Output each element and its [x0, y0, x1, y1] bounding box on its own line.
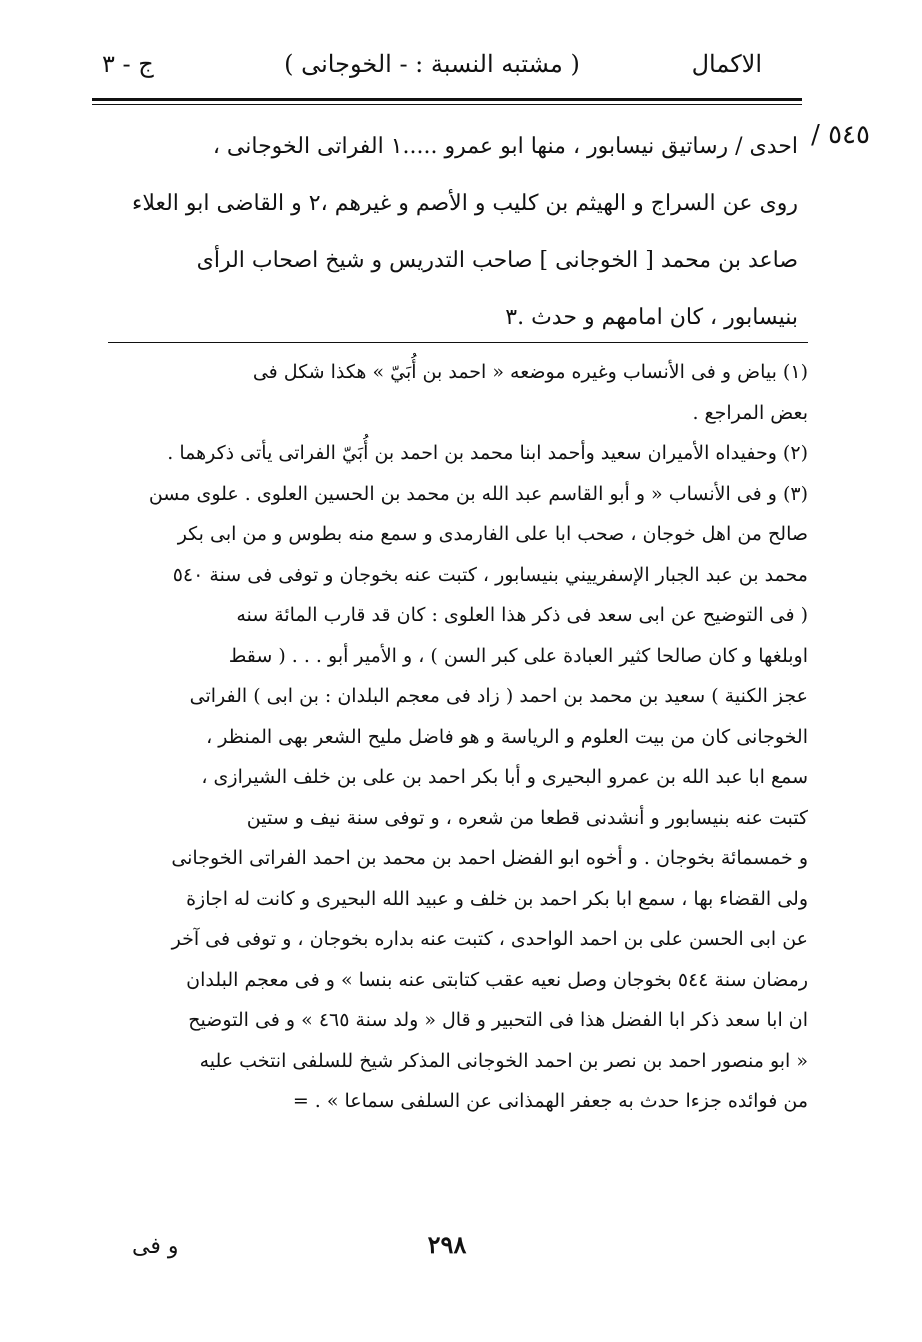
- footnote-line: ان ابا سعد ذكر ابا الفضل هذا فى التحبير و قال « ولد سنة ٤٦٥ » و فى التوضيح: [188, 1009, 808, 1031]
- header-section-title: ( مشتبه النسبة : - الخوجانى ): [284, 50, 580, 78]
- footnote-line: عن ابى الحسن على بن احمد الواحدى ، كتبت عنه بداره بخوجان ، و توفى فى آخر: [171, 928, 808, 950]
- footnote-line: من فوائده جزءا حدث به جعفر الهمذانى عن السلفى سماعا » . =: [292, 1090, 808, 1112]
- main-line: روى عن السراج و الهيثم بن كليب و الأصم و غيرهم ،٢ و القاضى ابو العلاء: [132, 191, 798, 216]
- running-header: [92, 40, 772, 90]
- header-book-title: الاكمال: [691, 50, 762, 78]
- footnotes-block: [108, 352, 808, 1122]
- footnote-line: صالح من اهل خوجان ، صحب ابا على الفارمدى و سمع منه بطوس و من ابى بكر: [177, 523, 808, 545]
- footnote-line: ولى القضاء بها ، سمع ابا بكر احمد بن خلف و عبيد الله البحيرى و كانت له اجازة: [186, 887, 808, 910]
- footnote-line: محمد بن عبد الجبار الإسفرييني بنيسابور ، كتبت عنه بخوجان و توفى فى سنة ٥٤٠: [172, 563, 808, 586]
- header-volume: ج - ٣: [102, 50, 154, 78]
- main-text-block: [108, 118, 798, 346]
- footnote-line: كتبت عنه بنيسابور و أنشدنى قطعا من شعره ، و توفى سنة نيف و ستين: [246, 806, 808, 829]
- footnote-line: الخوجانى كان من بيت العلوم و الرياسة و هو فاضل مليح الشعر بهى المنظر ،: [206, 725, 808, 748]
- footnote-line: رمضان سنة ٥٤٤ بخوجان وصل نعيه عقب كتابتى عنه بنسا » و فى معجم البلدان: [186, 968, 808, 991]
- main-line: احدى / رساتيق نيسابور ، منها ابو عمرو .....١ الفراتى الخوجانى ،: [212, 134, 798, 159]
- entry-number: ٥٤٥ /: [811, 120, 870, 150]
- main-line: صاعد بن محمد [ الخوجانى ] صاحب التدريس و شيخ اصحاب الرأى: [196, 248, 798, 273]
- footnote-line: ( فى التوضيح عن ابى سعد فى ذكر هذا العلوى : كان قد قارب المائة سنه: [236, 604, 808, 626]
- footnote-line: « ابو منصور احمد بن نصر بن احمد الخوجانى المذكر شيخ للسلفى انتخب عليه: [199, 1049, 808, 1072]
- header-rule-thick: [92, 98, 802, 101]
- footnote-line: (٢) وحفيداه الأميران سعيد وأحمد ابنا محمد بن احمد بن أُبَيّ الفراتى يأتى ذكرهما .: [167, 442, 808, 464]
- header-rule-thin: [92, 104, 802, 105]
- page-footer: [92, 1230, 802, 1270]
- footnote-line: اوبلغها و كان صالحا كثير العبادة على كبر السن ) ، و الأمير أبو . . . ( سقط: [228, 644, 808, 667]
- footnote-line: (٣) و فى الأنساب « و أبو القاسم عبد الله بن محمد بن الحسين العلوى . علوى مسن: [148, 482, 808, 505]
- page-number: ٢٩٨: [427, 1230, 467, 1259]
- catchword: و فى: [132, 1234, 179, 1259]
- footnote-separator: [108, 342, 808, 343]
- main-line: بنيسابور ، كان امامهم و حدث .٣: [505, 305, 798, 330]
- footnote-line: بعض المراجع .: [692, 401, 808, 424]
- footnote-line: سمع ابا عبد الله بن عمرو البحيرى و أبا بكر احمد بن على بن خلف الشيرازى ،: [201, 766, 808, 788]
- footnote-line: و خمسمائة بخوجان . و أخوه ابو الفضل احمد بن محمد بن احمد الفراتى الخوجانى: [171, 847, 808, 869]
- footnote-line: (١) بياض و فى الأنساب وغيره موضعه « احمد بن أُبَيّ » هكذا شكل فى: [252, 361, 808, 383]
- footnote-line: عجز الكنية ) سعيد بن محمد بن احمد ( زاد فى معجم البلدان : بن ابى ) الفراتى: [189, 685, 808, 707]
